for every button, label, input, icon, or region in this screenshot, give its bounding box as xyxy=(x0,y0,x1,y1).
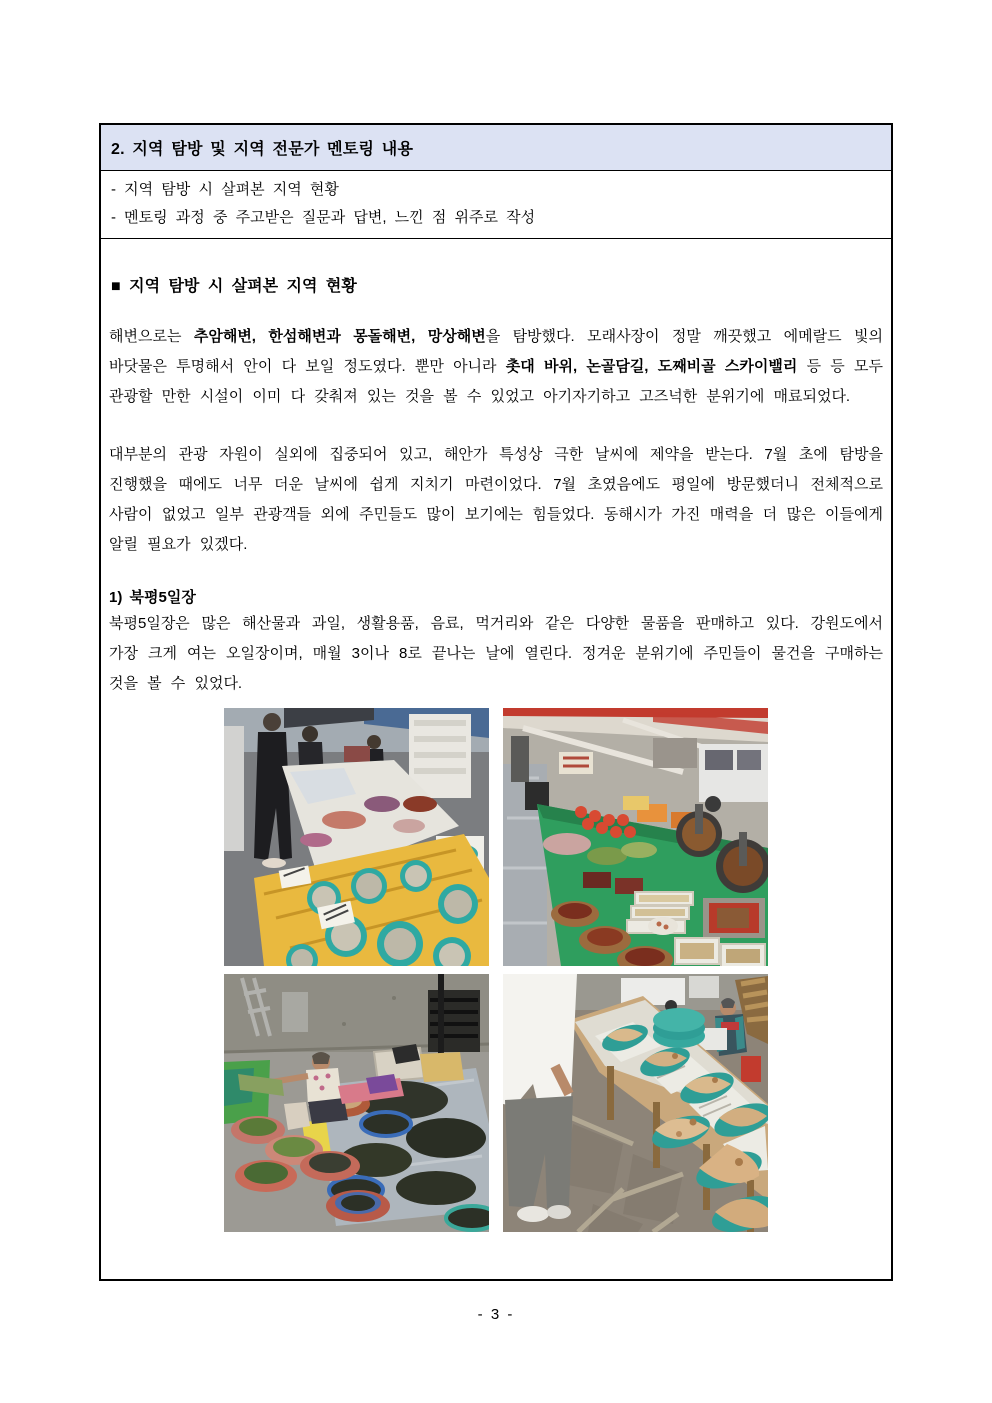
section-2-title: 2. 지역 탐방 및 지역 전문가 멘토링 내용 xyxy=(111,141,414,158)
section-2-title-row xyxy=(101,125,891,171)
market-dried-fish-illustration xyxy=(503,974,768,1232)
paragraph-weather: 대부분의 관광 자원이 실외에 집중되어 있고, 해안가 특성상 극한 날씨에 제약을 받는다. 7월 초에 탐방을 진행했을 때에도 너무 더운 날씨에 쉽게 지치기 마련이었다. 7월 초였음에도 평일에 방문했더니 전체적으로 사람이 없었고 일부 관광객들 외에 주민들도 많이 보기에는 힘들었다. 동해시가 가진 매력을 더 많은 이들에게 알릴 필요가 있겠다. xyxy=(109,446,883,553)
market-dried-fish-photo xyxy=(503,974,768,1232)
paragraph-beaches: 해변으로는 추암해변, 한섬해변과 몽돌해변, 망상해변을 탐방했다. 모래사장이 정말 깨끗했고 에메랄드 빛의 바닷물은 투명해서 안이 다 보일 정도였다. 뿐만 아니라 촛대 바위, 논골담길, 도째비골 스카이밸리 등 등 모두 관광할 만한 시설이 이미 다 갖춰져 있는 것을 볼 수 있었고 아기자기하고 고즈넉한 분위기에 매료되었다. xyxy=(109,328,883,405)
section-heading: ■ 지역 탐방 시 살펴본 지역 현황 xyxy=(111,278,357,295)
subsection-body: 북평5일장은 많은 해산물과 과일, 생활용품, 음료, 먹거리와 같은 다양한 물품을 판매하고 있다. 강원도에서 가장 크게 여는 오일장이며, 매월 3이나 8로 끝나는 날에 열린다. 정겨운 분위기에 주민들이 물건을 구매하는 것을 볼 수 있었다. xyxy=(109,615,883,692)
page-number: - 3 - xyxy=(477,1306,515,1323)
market-seafood-stall-photo xyxy=(224,708,489,966)
guideline-item: - 지역 탐방 시 살펴본 지역 현황 xyxy=(111,181,339,198)
section-2-guidelines xyxy=(101,171,891,239)
market-produce-stall-photo xyxy=(503,708,768,966)
bold-beach-names: 추암해변, 한섬해변과 몽돌해변, 망상해변 xyxy=(193,328,486,345)
market-produce-stall-illustration xyxy=(503,708,768,966)
market-seafood-stall-illustration xyxy=(224,708,489,966)
photo-grid xyxy=(224,708,768,1232)
report-table xyxy=(99,123,893,1281)
guideline-item: - 멘토링 과정 중 주고받은 질문과 답변, 느낀 점 위주로 작성 xyxy=(111,209,536,226)
bold-attraction-names: 촛대 바위, 논골담길, 도째비골 스카이밸리 xyxy=(505,358,798,375)
report-body xyxy=(101,273,891,1232)
market-seaweed-vendor-illustration xyxy=(224,974,489,1232)
market-seaweed-vendor-photo xyxy=(224,974,489,1232)
subsection-title: 1) 북평5일장 xyxy=(109,589,196,606)
